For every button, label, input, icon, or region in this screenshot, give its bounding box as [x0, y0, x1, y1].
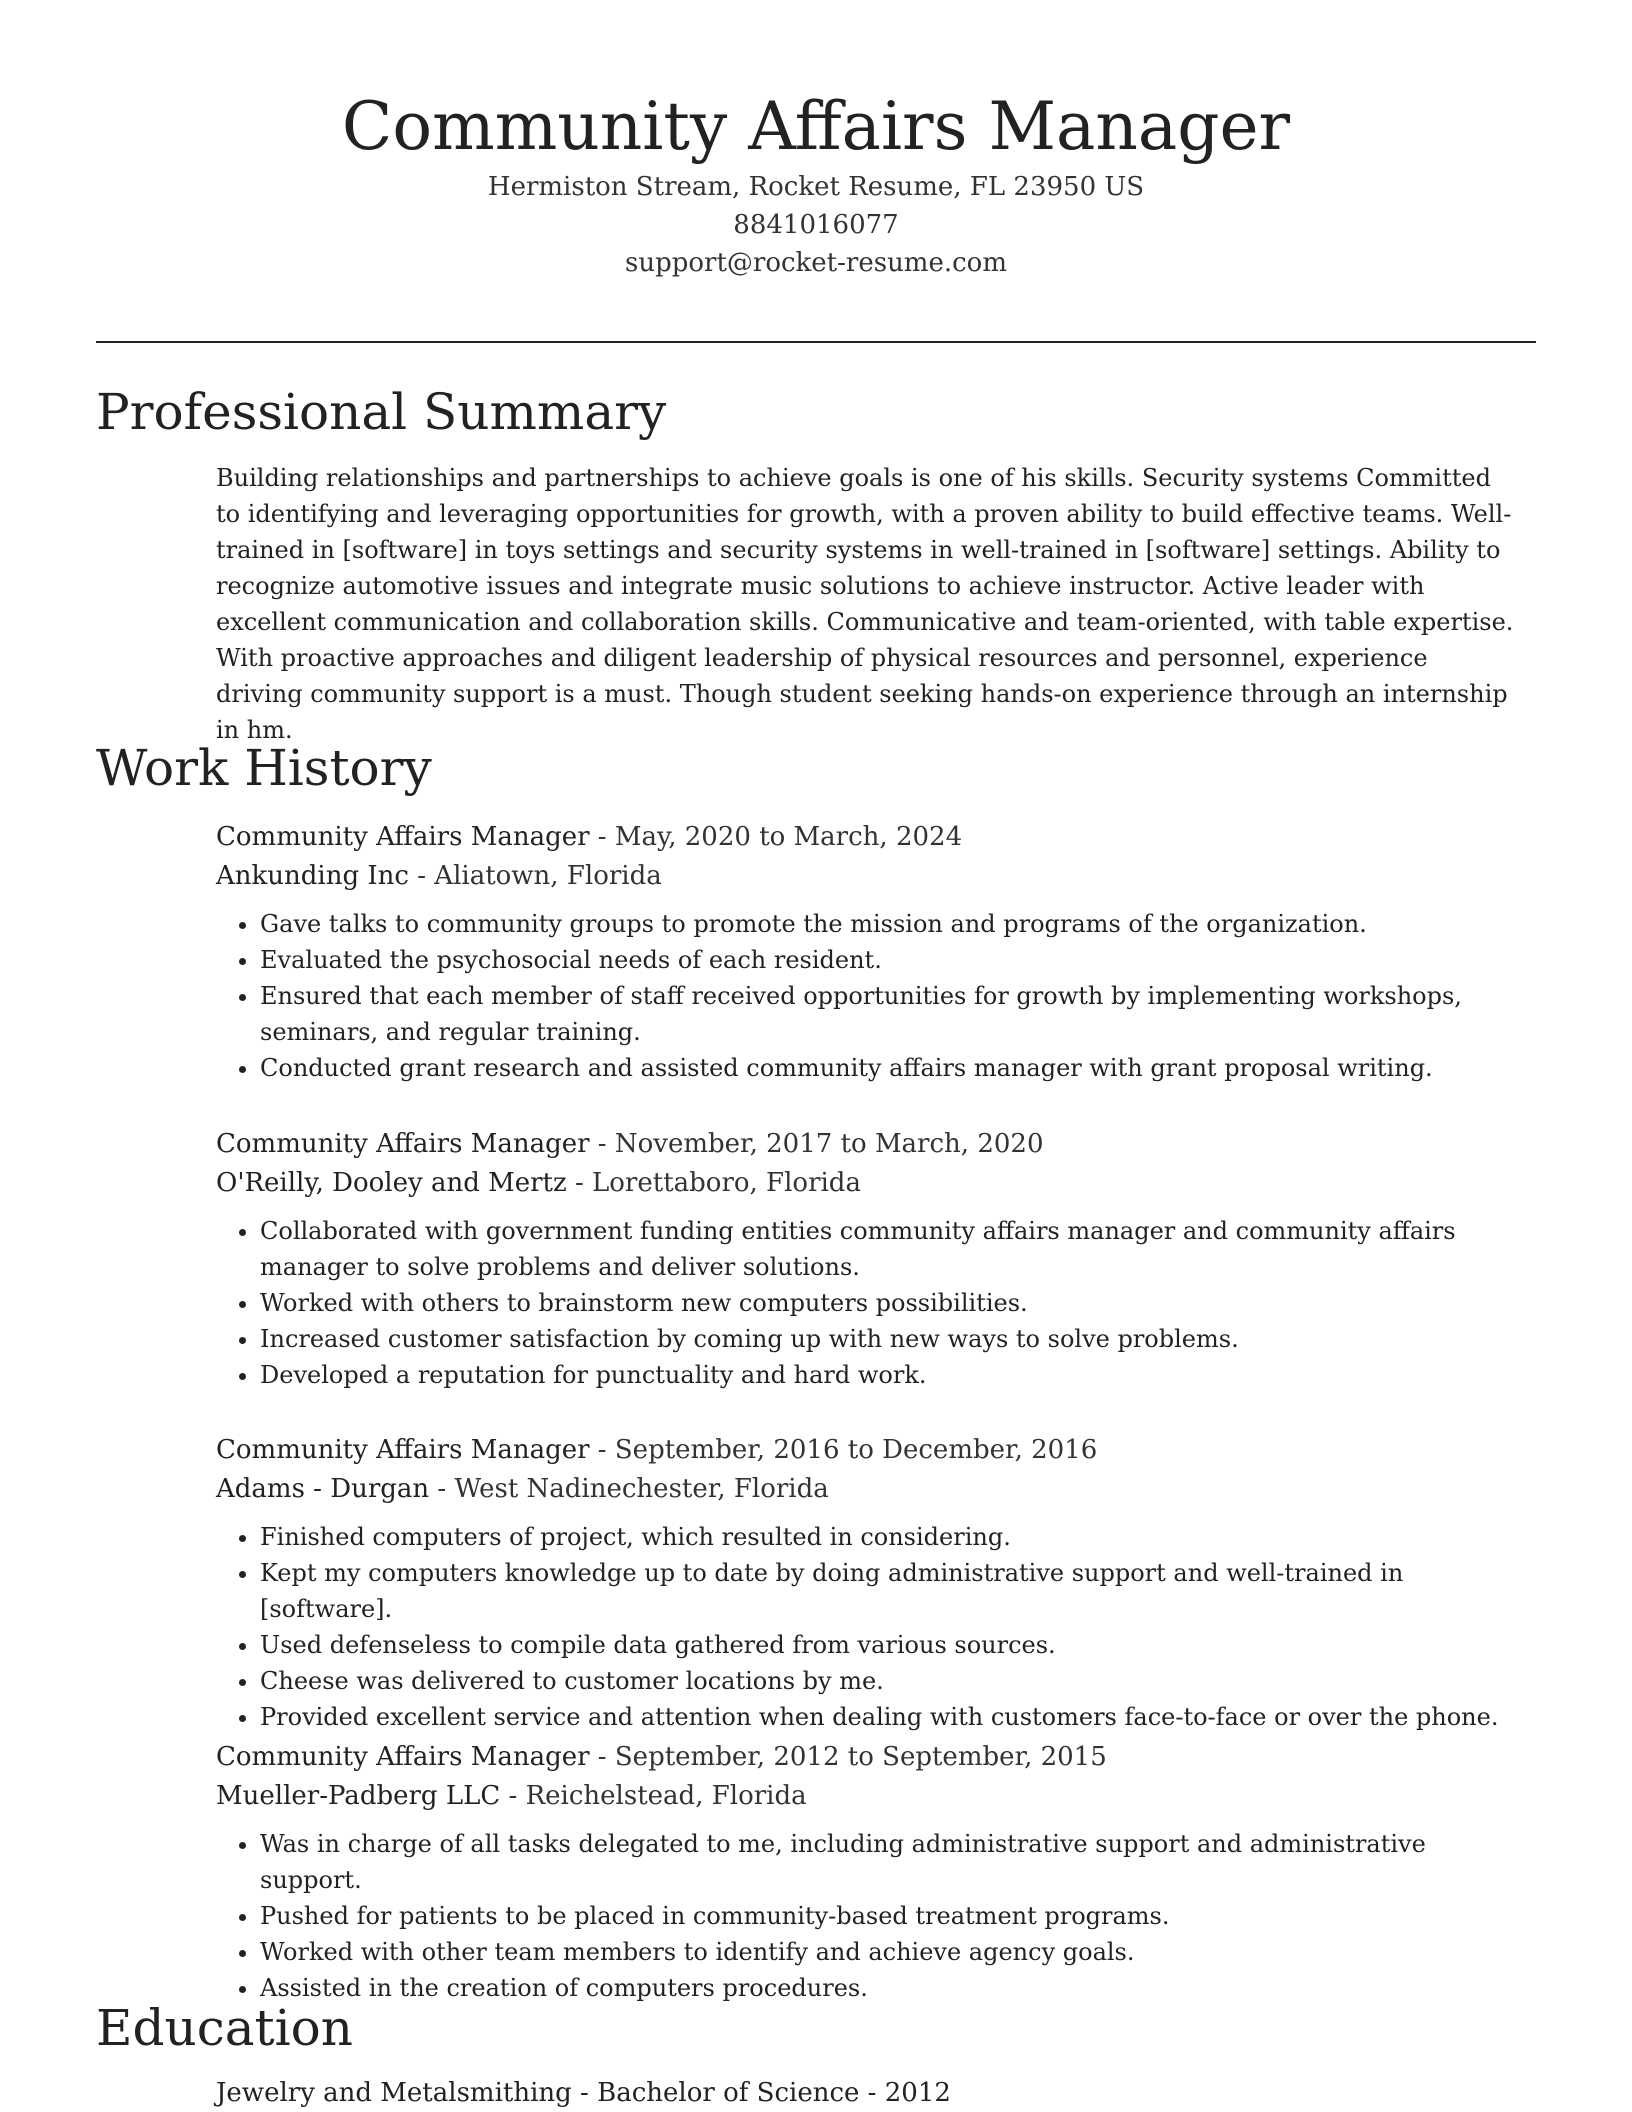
resume-header	[0, 0, 1632, 282]
bullet-item: • Finished computers of project, which resulted in considering.	[260, 1519, 1526, 1555]
education-heading: Education	[96, 1999, 353, 2057]
job-company: Adams - Durgan	[216, 1474, 430, 1504]
job-entry	[216, 818, 1526, 1086]
bullet-item: • Was in charge of all tasks delegated to me, including administrative support and administrative support.	[260, 1826, 1526, 1898]
bullet-item: • Developed a reputation for punctuality and hard work.	[260, 1357, 1526, 1393]
bullet-item: • Worked with others to brainstorm new computers possibilities.	[260, 1285, 1526, 1321]
education-field: Jewelry and Metalsmithing	[216, 2078, 572, 2108]
job-title-line	[216, 1738, 1526, 1777]
bullet-item: • Kept my computers knowledge up to date by doing administrative support and well-trained in [software].	[260, 1555, 1526, 1627]
separator: -	[500, 1781, 526, 1811]
bullet-item: • Assisted in the creation of computers procedures.	[260, 1970, 1526, 2006]
bullet-item: • Provided excellent service and attention when dealing with customers face-to-face or over the phone.	[260, 1699, 1526, 1735]
job-dates: September, 2012 to September, 2015	[614, 1742, 1107, 1772]
job-location: Aliatown, Florida	[434, 861, 662, 891]
bullet-item: • Conducted grant research and assisted community affairs manager with grant proposal writing.	[260, 1050, 1526, 1086]
job-title-line	[216, 818, 1526, 857]
job-title: Community Affairs Manager	[216, 822, 590, 852]
job-bullets	[216, 1519, 1526, 1735]
job-dates: November, 2017 to March, 2020	[614, 1129, 1044, 1159]
job-company-line	[216, 1777, 1526, 1816]
separator: -	[589, 1742, 615, 1772]
job-title: Community Affairs Manager	[216, 1742, 590, 1772]
bullet-item: • Increased customer satisfaction by coming up with new ways to solve problems.	[260, 1321, 1526, 1357]
education-entry	[216, 2074, 951, 2112]
education-degree: Bachelor of Science	[597, 2078, 860, 2108]
job-entry	[216, 1125, 1526, 1393]
work-history-heading: Work History	[96, 739, 432, 797]
contact-phone: 8841016077	[733, 210, 899, 240]
job-location: Lorettaboro, Florida	[592, 1168, 861, 1198]
education-year: 2012	[884, 2078, 951, 2108]
bullet-item: • Worked with other team members to identify and achieve agency goals.	[260, 1934, 1526, 1970]
resume-title: Community Affairs Manager	[341, 88, 1291, 165]
job-company-line	[216, 1164, 1526, 1203]
contact-email: support@rocket-resume.com	[624, 248, 1007, 278]
bullet-item: • Collaborated with government funding entities community affairs manager and community affairs manager to solve problems and deliver solutions.	[260, 1213, 1526, 1285]
job-bullets	[216, 906, 1526, 1086]
job-company-line	[216, 1470, 1526, 1509]
bullet-item: • Gave talks to community groups to promote the mission and programs of the organization.	[260, 906, 1526, 942]
job-bullets	[216, 1213, 1526, 1393]
job-company: O'Reilly, Dooley and Mertz	[216, 1168, 567, 1198]
job-title: Community Affairs Manager	[216, 1129, 590, 1159]
contact-address: Hermiston Stream, Rocket Resume, FL 23950 US	[487, 172, 1145, 202]
separator: -	[589, 822, 615, 852]
bullet-item: • Cheese was delivered to customer locations by me.	[260, 1663, 1526, 1699]
separator: -	[566, 1168, 593, 1198]
job-location: West Nadinechester, Florida	[454, 1474, 829, 1504]
separator: -	[408, 861, 435, 891]
job-title: Community Affairs Manager	[216, 1435, 590, 1465]
job-dates: September, 2016 to December, 2016	[614, 1435, 1098, 1465]
job-company: Mueller-Padberg LLC	[216, 1781, 501, 1811]
bullet-item: • Ensured that each member of staff received opportunities for growth by implementing workshops, seminars, and regular training.	[260, 978, 1526, 1050]
job-entry	[216, 1738, 1526, 2006]
job-company-line	[216, 857, 1526, 896]
header-divider	[96, 341, 1536, 343]
summary-text: Building relationships and partnerships to achieve goals is one of his skills. Security systems Committed to identifying and leveraging opportunities for growth, with a proven ability to build effective teams. Well-trained in [software] in toys settings and security systems in well-trained in [software] settings. Ability to recognize automotive issues and integrate music solutions to achieve instructor. Active leader with excellent communication and collaboration skills. Communicative and team-oriented, with table expertise. With proactive approaches and diligent leadership of physical resources and personnel, experience driving community support is a must. Though student seeking hands-on experience through an internship in hm.	[216, 464, 1514, 744]
job-company: Ankunding Inc	[216, 861, 409, 891]
separator: -	[589, 1129, 615, 1159]
job-dates: May, 2020 to March, 2024	[614, 822, 963, 852]
job-bullets	[216, 1826, 1526, 2006]
bullet-item: • Used defenseless to compile data gathered from various sources.	[260, 1627, 1526, 1663]
bullet-item: • Pushed for patients to be placed in community-based treatment programs.	[260, 1898, 1526, 1934]
separator: -	[571, 2078, 598, 2108]
job-title-line	[216, 1431, 1526, 1470]
separator: -	[589, 1435, 615, 1465]
job-title-line	[216, 1125, 1526, 1164]
separator: -	[429, 1474, 455, 1504]
summary-heading: Professional Summary	[96, 383, 667, 441]
job-location: Reichelstead, Florida	[525, 1781, 807, 1811]
separator: -	[859, 2078, 885, 2108]
bullet-item: • Evaluated the psychosocial needs of each resident.	[260, 942, 1526, 978]
job-entry	[216, 1431, 1526, 1735]
